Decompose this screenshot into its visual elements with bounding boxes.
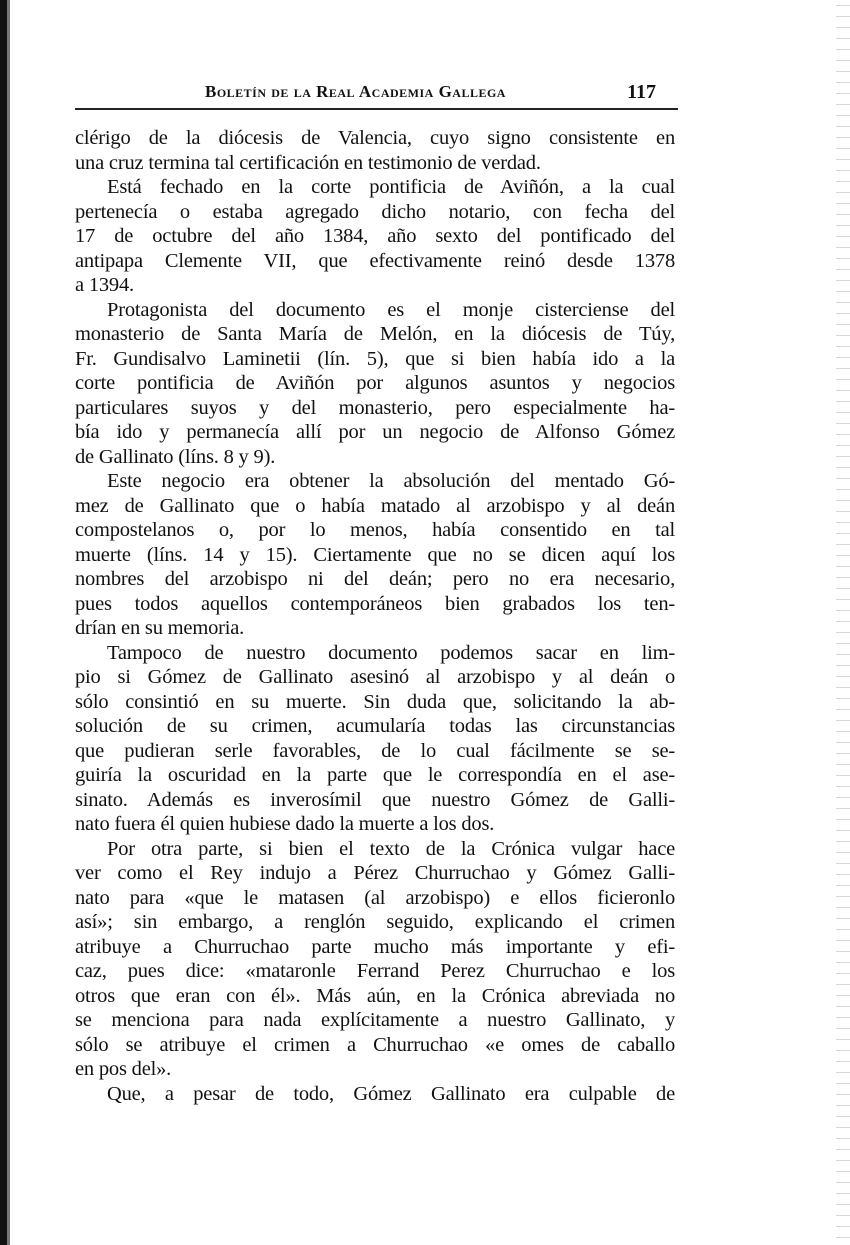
text-line: 17 de octubre del año 1384, año sexto del pontificado del xyxy=(75,225,675,247)
text-line: Está fechado en la corte pontificia de Aviñón, a la cual xyxy=(107,176,675,198)
text-line: atribuye a Churruchao parte mucho más importante y efi- xyxy=(75,935,675,958)
text-line: pues todos aquellos contemporáneos bien grabados los ten- xyxy=(75,592,675,615)
text-line: sólo consintió en su muerte. Sin duda que, solicitando la ab- xyxy=(75,690,675,713)
text-line: sinato. Además es inverosímil que nuestro Gómez de Galli- xyxy=(75,788,675,811)
text-line: se menciona para nada explícitamente a nuestro Gallinato, y xyxy=(75,1009,675,1031)
text-line: de Gallinato (líns. 8 y 9). xyxy=(75,445,276,468)
body-text xyxy=(75,126,675,1106)
text-line: en pos del». xyxy=(75,1058,172,1080)
page-header xyxy=(75,82,678,106)
text-line: así»; sin embargo, a renglón seguido, explicando el crimen xyxy=(75,911,675,933)
text-line: una cruz termina tal certificación en testimonio de verdad. xyxy=(75,151,541,174)
text-line: bía ido y permanecía allí por un negocio de Alfonso Gómez xyxy=(75,421,675,443)
text-line: otros que eran con él». Más aún, en la Crónica abreviada no xyxy=(75,984,675,1007)
text-line: Por otra parte, si bien el texto de la Crónica vulgar hace xyxy=(107,837,675,860)
text-line: particulares suyos y del monasterio, pero especialmente ha- xyxy=(75,396,675,419)
text-line: guiría la oscuridad en la parte que le correspondía en el ase- xyxy=(75,764,675,786)
text-line: pio si Gómez de Gallinato asesinó al arzobispo y al deán o xyxy=(75,666,675,688)
text-line: ver como el Rey indujo a Pérez Churruchao y Gómez Galli- xyxy=(75,862,675,884)
scan-edge-right xyxy=(836,0,850,1245)
text-line: que pudieran serle favorables, de lo cual fácilmente se se- xyxy=(75,739,675,762)
scan-edge-shadow xyxy=(7,0,10,1245)
header-rule xyxy=(75,108,678,110)
text-line: Que, a pesar de todo, Gómez Gallinato era culpable de xyxy=(107,1082,675,1105)
text-line: antipapa Clemente VII, que efectivamente reinó desde 1378 xyxy=(75,249,675,272)
text-line: muerte (líns. 14 y 15). Ciertamente que no se dicen aquí los xyxy=(75,543,675,566)
text-line: drían en su memoria. xyxy=(75,617,245,639)
text-line: a 1394. xyxy=(75,274,134,296)
text-line: nato fuera él quien hubiese dado la muerte a los dos. xyxy=(75,813,495,835)
text-line: mez de Gallinato que o había matado al arzobispo y al deán xyxy=(75,494,675,517)
running-title: Boletín de la Real Academia Gallega xyxy=(205,82,506,101)
text-line: solución de su crimen, acumularía todas las circunstancias xyxy=(75,715,675,737)
scan-edge-left xyxy=(0,0,7,1245)
text-line: compostelanos o, por lo menos, había consentido en tal xyxy=(75,519,675,541)
text-line: sólo se atribuye el crimen a Churruchao «e omes de caballo xyxy=(75,1033,675,1056)
page-number: 117 xyxy=(627,81,656,103)
text-line: monasterio de Santa María de Melón, en la diócesis de Túy, xyxy=(75,323,675,345)
text-line: pertenecía o estaba agregado dicho notario, con fecha del xyxy=(75,200,675,223)
text-line: corte pontificia de Aviñón por algunos asuntos y negocios xyxy=(75,372,675,394)
text-line: Tampoco de nuestro documento podemos sacar en lim- xyxy=(107,641,675,664)
text-line: Protagonista del documento es el monje cisterciense del xyxy=(107,298,675,321)
text-line: caz, pues dice: «mataronle Ferrand Perez Churruchao e los xyxy=(75,960,675,982)
text-line: clérigo de la diócesis de Valencia, cuyo signo consistente en xyxy=(75,127,675,149)
text-line: Fr. Gundisalvo Laminetii (lín. 5), que si bien había ido a la xyxy=(75,347,675,370)
text-line: nombres del arzobispo ni del deán; pero no era necesario, xyxy=(75,568,675,590)
text-line: nato para «que le matasen (al arzobispo) e ellos ficieronlo xyxy=(75,886,675,909)
text-line: Este negocio era obtener la absolución del mentado Gó- xyxy=(107,470,675,492)
